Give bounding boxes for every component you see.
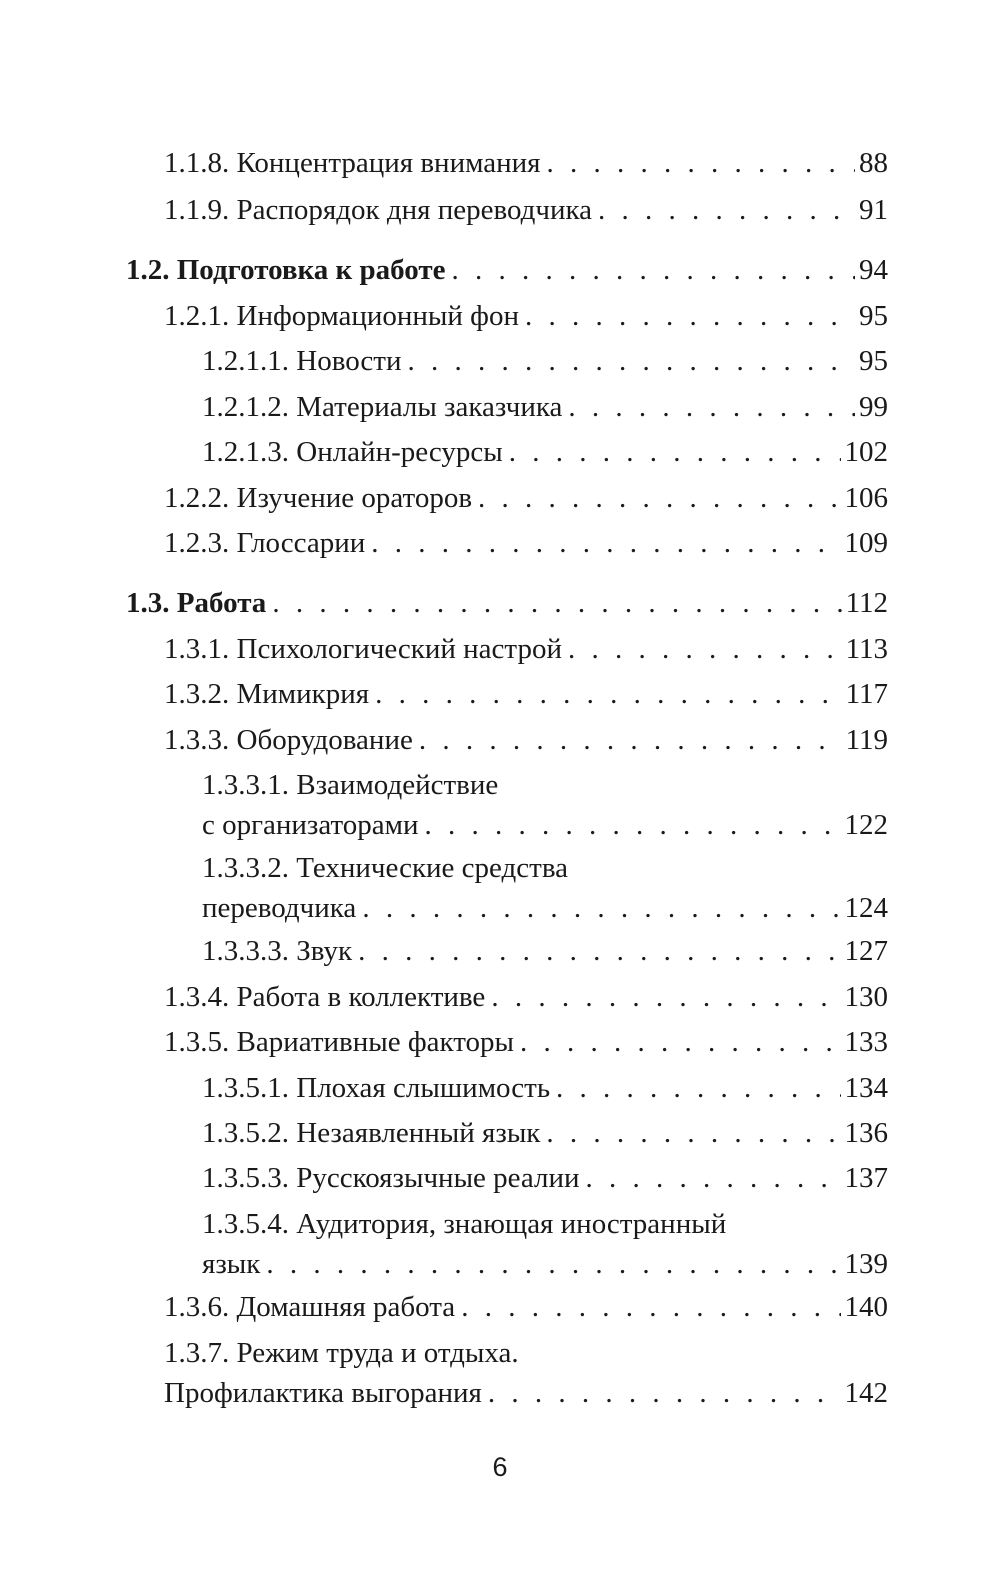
toc-entry <box>202 1068 888 1108</box>
toc-entry-title: 1.3.3.3. Звук <box>202 935 353 967</box>
toc-entry-page: 130 <box>844 981 888 1013</box>
toc-entry <box>164 1287 888 1327</box>
toc-entry-title: 1.2. Подготовка к работе <box>126 254 446 286</box>
toc-entry-title: 1.3.5.4. Аудитория, знающая иностранный <box>202 1208 727 1240</box>
toc-entry <box>164 1333 888 1413</box>
dot-leader <box>272 583 841 623</box>
dot-leader <box>568 629 842 669</box>
toc-entry-title: 1.3.3.1. Взаимодействие <box>202 769 499 801</box>
toc-entry-title: 1.2.1.2. Материалы заказчика <box>202 391 563 423</box>
toc-entry <box>164 523 888 563</box>
toc-entry-page: 113 <box>845 633 888 665</box>
toc-entry-title: 1.2.1.1. Новости <box>202 345 402 377</box>
toc-entry-page: 106 <box>844 482 888 514</box>
dot-leader <box>568 387 855 427</box>
toc-entry <box>164 143 888 183</box>
dot-leader <box>461 1287 840 1327</box>
toc-entry <box>164 1022 888 1062</box>
toc-entry-title: 1.3.3. Оборудование <box>164 724 413 756</box>
dot-leader <box>375 674 841 714</box>
dot-leader <box>419 720 842 760</box>
dot-leader <box>525 296 855 336</box>
toc-entry-title: 1.3.4. Работа в коллективе <box>164 981 486 1013</box>
toc-section <box>126 250 888 290</box>
dot-leader <box>266 1244 840 1284</box>
toc-entry <box>164 478 888 518</box>
toc-entry-page: 137 <box>844 1162 888 1194</box>
toc-entry-page: 136 <box>844 1117 888 1149</box>
toc-entry-title: 1.3.5.2. Незаявленный язык <box>202 1117 541 1149</box>
toc-entry-page: 127 <box>844 935 888 967</box>
toc-entry <box>202 341 888 381</box>
toc-entry <box>164 629 888 669</box>
dot-leader <box>546 1113 840 1153</box>
toc-entry-title: 1.2.3. Глоссарии <box>164 527 366 559</box>
toc-entry-page: 102 <box>844 436 888 468</box>
toc-entry-page: 140 <box>844 1291 888 1323</box>
toc-entry-title: 1.3.5.1. Плохая слышимость <box>202 1072 551 1104</box>
toc-entry-page: 112 <box>845 587 888 619</box>
dot-leader <box>556 1068 840 1108</box>
toc-entry <box>164 296 888 336</box>
toc-entry-title: 1.2.2. Изучение ораторов <box>164 482 473 514</box>
toc-entry-page: 133 <box>844 1026 888 1058</box>
dot-leader <box>362 888 840 928</box>
toc-entry-title: с организаторами <box>202 809 419 841</box>
toc-entry-title: переводчика <box>202 892 357 924</box>
dot-leader <box>407 341 855 381</box>
dot-leader <box>478 478 840 518</box>
toc-entry <box>164 720 888 760</box>
toc-entry-page: 119 <box>845 724 888 756</box>
toc-entry <box>164 190 888 230</box>
toc-entry-page: 117 <box>845 678 888 710</box>
toc-entry <box>202 1113 888 1153</box>
toc-entry-title: 1.3.5. Вариативные факторы <box>164 1026 515 1058</box>
dot-leader <box>371 523 840 563</box>
toc-entry-page: 94 <box>859 254 888 286</box>
toc-entry-page: 124 <box>844 892 888 924</box>
toc-entry-title: 1.3.3.2. Технические средства <box>202 852 569 884</box>
toc-entry-title: язык <box>202 1248 261 1280</box>
dot-leader <box>520 1022 840 1062</box>
toc-entry-title: 1.1.8. Концентрация внимания <box>164 147 541 179</box>
toc-entry <box>202 931 888 971</box>
toc-entry <box>164 674 888 714</box>
toc-section <box>126 583 888 623</box>
toc-entry <box>202 1158 888 1198</box>
toc-entry-page: 122 <box>844 809 888 841</box>
toc-entry <box>202 1204 888 1284</box>
dot-leader <box>491 977 840 1017</box>
toc-entry <box>202 432 888 472</box>
toc-entry <box>164 977 888 1017</box>
toc-entry <box>202 848 888 928</box>
toc-entry-page: 99 <box>859 391 888 423</box>
page-number: 6 <box>492 1452 508 1482</box>
dot-leader <box>586 1158 841 1198</box>
toc-entry-title: Профилактика выгорания <box>164 1377 482 1409</box>
dot-leader <box>358 931 840 971</box>
toc-entry-title: 1.3.6. Домашняя работа <box>164 1291 456 1323</box>
dot-leader <box>425 805 841 845</box>
dot-leader <box>547 143 856 183</box>
dot-leader <box>509 432 841 472</box>
toc-entry-page: 91 <box>859 194 888 226</box>
dot-leader <box>451 250 855 290</box>
toc-entry-page: 139 <box>844 1248 888 1280</box>
toc-entry-title: 1.3.7. Режим труда и отдыха. <box>164 1337 519 1369</box>
dot-leader <box>598 190 855 230</box>
toc-entry-title: 1.3.1. Психологический настрой <box>164 633 562 665</box>
toc-entry-page: 142 <box>844 1377 888 1409</box>
toc-entry-title: 1.3.5.3. Русскоязычные реалии <box>202 1162 580 1194</box>
toc-entry-page: 95 <box>859 345 888 377</box>
toc-entry-page: 134 <box>844 1072 888 1104</box>
toc-entry-page: 109 <box>844 527 888 559</box>
toc-entry <box>202 387 888 427</box>
toc-entry <box>202 765 888 845</box>
toc-entry-title: 1.3. Работа <box>126 587 267 619</box>
toc-entry-title: 1.3.2. Мимикрия <box>164 678 370 710</box>
dot-leader <box>488 1373 841 1413</box>
toc-entry-title: 1.2.1.3. Онлайн-ресурсы <box>202 436 503 468</box>
toc-entry-page: 88 <box>859 147 888 179</box>
toc-entry-title: 1.2.1. Информационный фон <box>164 300 519 332</box>
toc-entry-title: 1.1.9. Распорядок дня переводчика <box>164 194 592 226</box>
toc-entry-page: 95 <box>859 300 888 332</box>
